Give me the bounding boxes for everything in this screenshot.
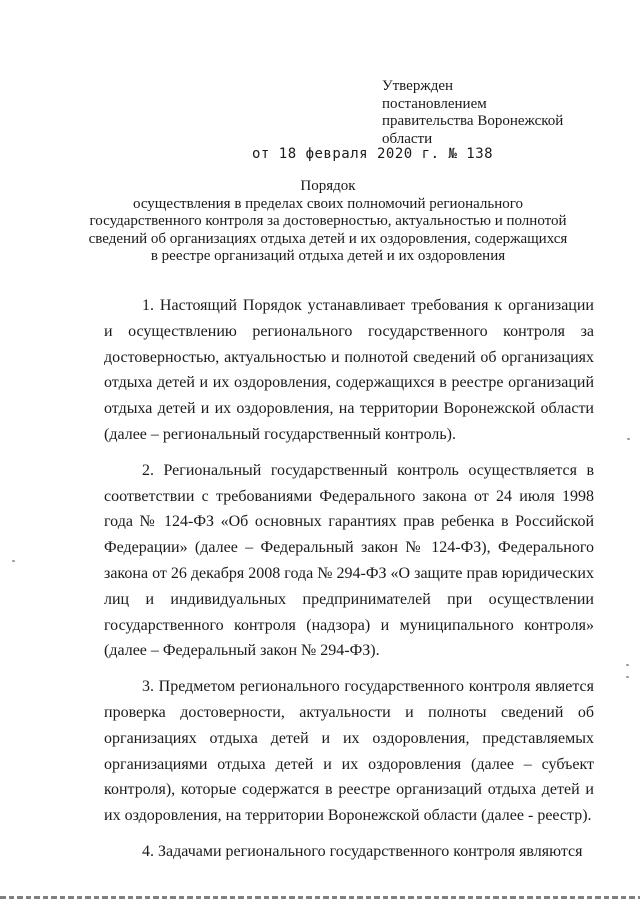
approval-line: правительства Воронежской (382, 113, 564, 129)
title-heading: Порядок (300, 178, 356, 194)
decree-date: от 18 февраля 2020 г. № 138 (252, 146, 494, 162)
scan-bottom-edge (0, 896, 640, 899)
title-line: осуществления в пределах своих полномочий регионального (132, 195, 524, 212)
scan-speck (12, 560, 15, 562)
paragraph-3: 3. Предметом регионального государственного контроля является проверка достоверности, актуальности и полноты сведений об организациях отдыха детей и их оздоровления, представляемых организациями отдыха детей и их оздоровления (далее – субъект контроля), которые содержатся в реестре организаций отдыха детей и их оздоровления, на территории Воронежской области (далее - реестр). (104, 678, 594, 825)
scan-speck (626, 664, 629, 666)
scan-speck (627, 438, 630, 440)
title-line: государственного контроля за достоверностью, актуальностью и полнотой (89, 213, 567, 229)
paragraph-2: 2. Региональный государственный контроль осуществляется в соответствии с требованиями Федерального закона от 24 июля 1998 года № 124-ФЗ «Об основных гарантиях прав ребенка в Российской Федерации» (далее – Федеральный закон № 124-ФЗ), Федерального закона от 26 декабря 2008 года № 294-ФЗ «О защите прав юридических лиц и индивидуальных предпринимателей при осуществлении государственного контроля (надзора) и муниципального контроля» (далее – Федеральный закон № 294-ФЗ). (104, 461, 594, 660)
paragraph-4: 4. Задачами регионального государственного контроля являются (142, 842, 583, 860)
title-line: в реестре организаций отдыха детей и их оздоровления (150, 248, 506, 264)
approval-line: Утвержден (382, 78, 454, 94)
approval-line: постановлением (382, 95, 487, 112)
document-title (88, 178, 568, 266)
title-line: сведений об организациях отдыха детей и их оздоровления, содержащихся (88, 230, 568, 247)
approval-line: области (382, 130, 433, 147)
document-body (104, 293, 594, 865)
paragraph-1: 1. Настоящий Порядок устанавливает требования к организации и осуществлению регионального государственного контроля за достоверностью, актуальностью и полнотой сведений об организациях отдыха детей и их оздоровления, содержащихся в реестре организаций отдыха детей и их оздоровления, на территории Воронежской области (далее – региональный государственный контроль). (104, 297, 594, 443)
scan-speck (626, 676, 629, 678)
approval-stamp (382, 78, 602, 148)
